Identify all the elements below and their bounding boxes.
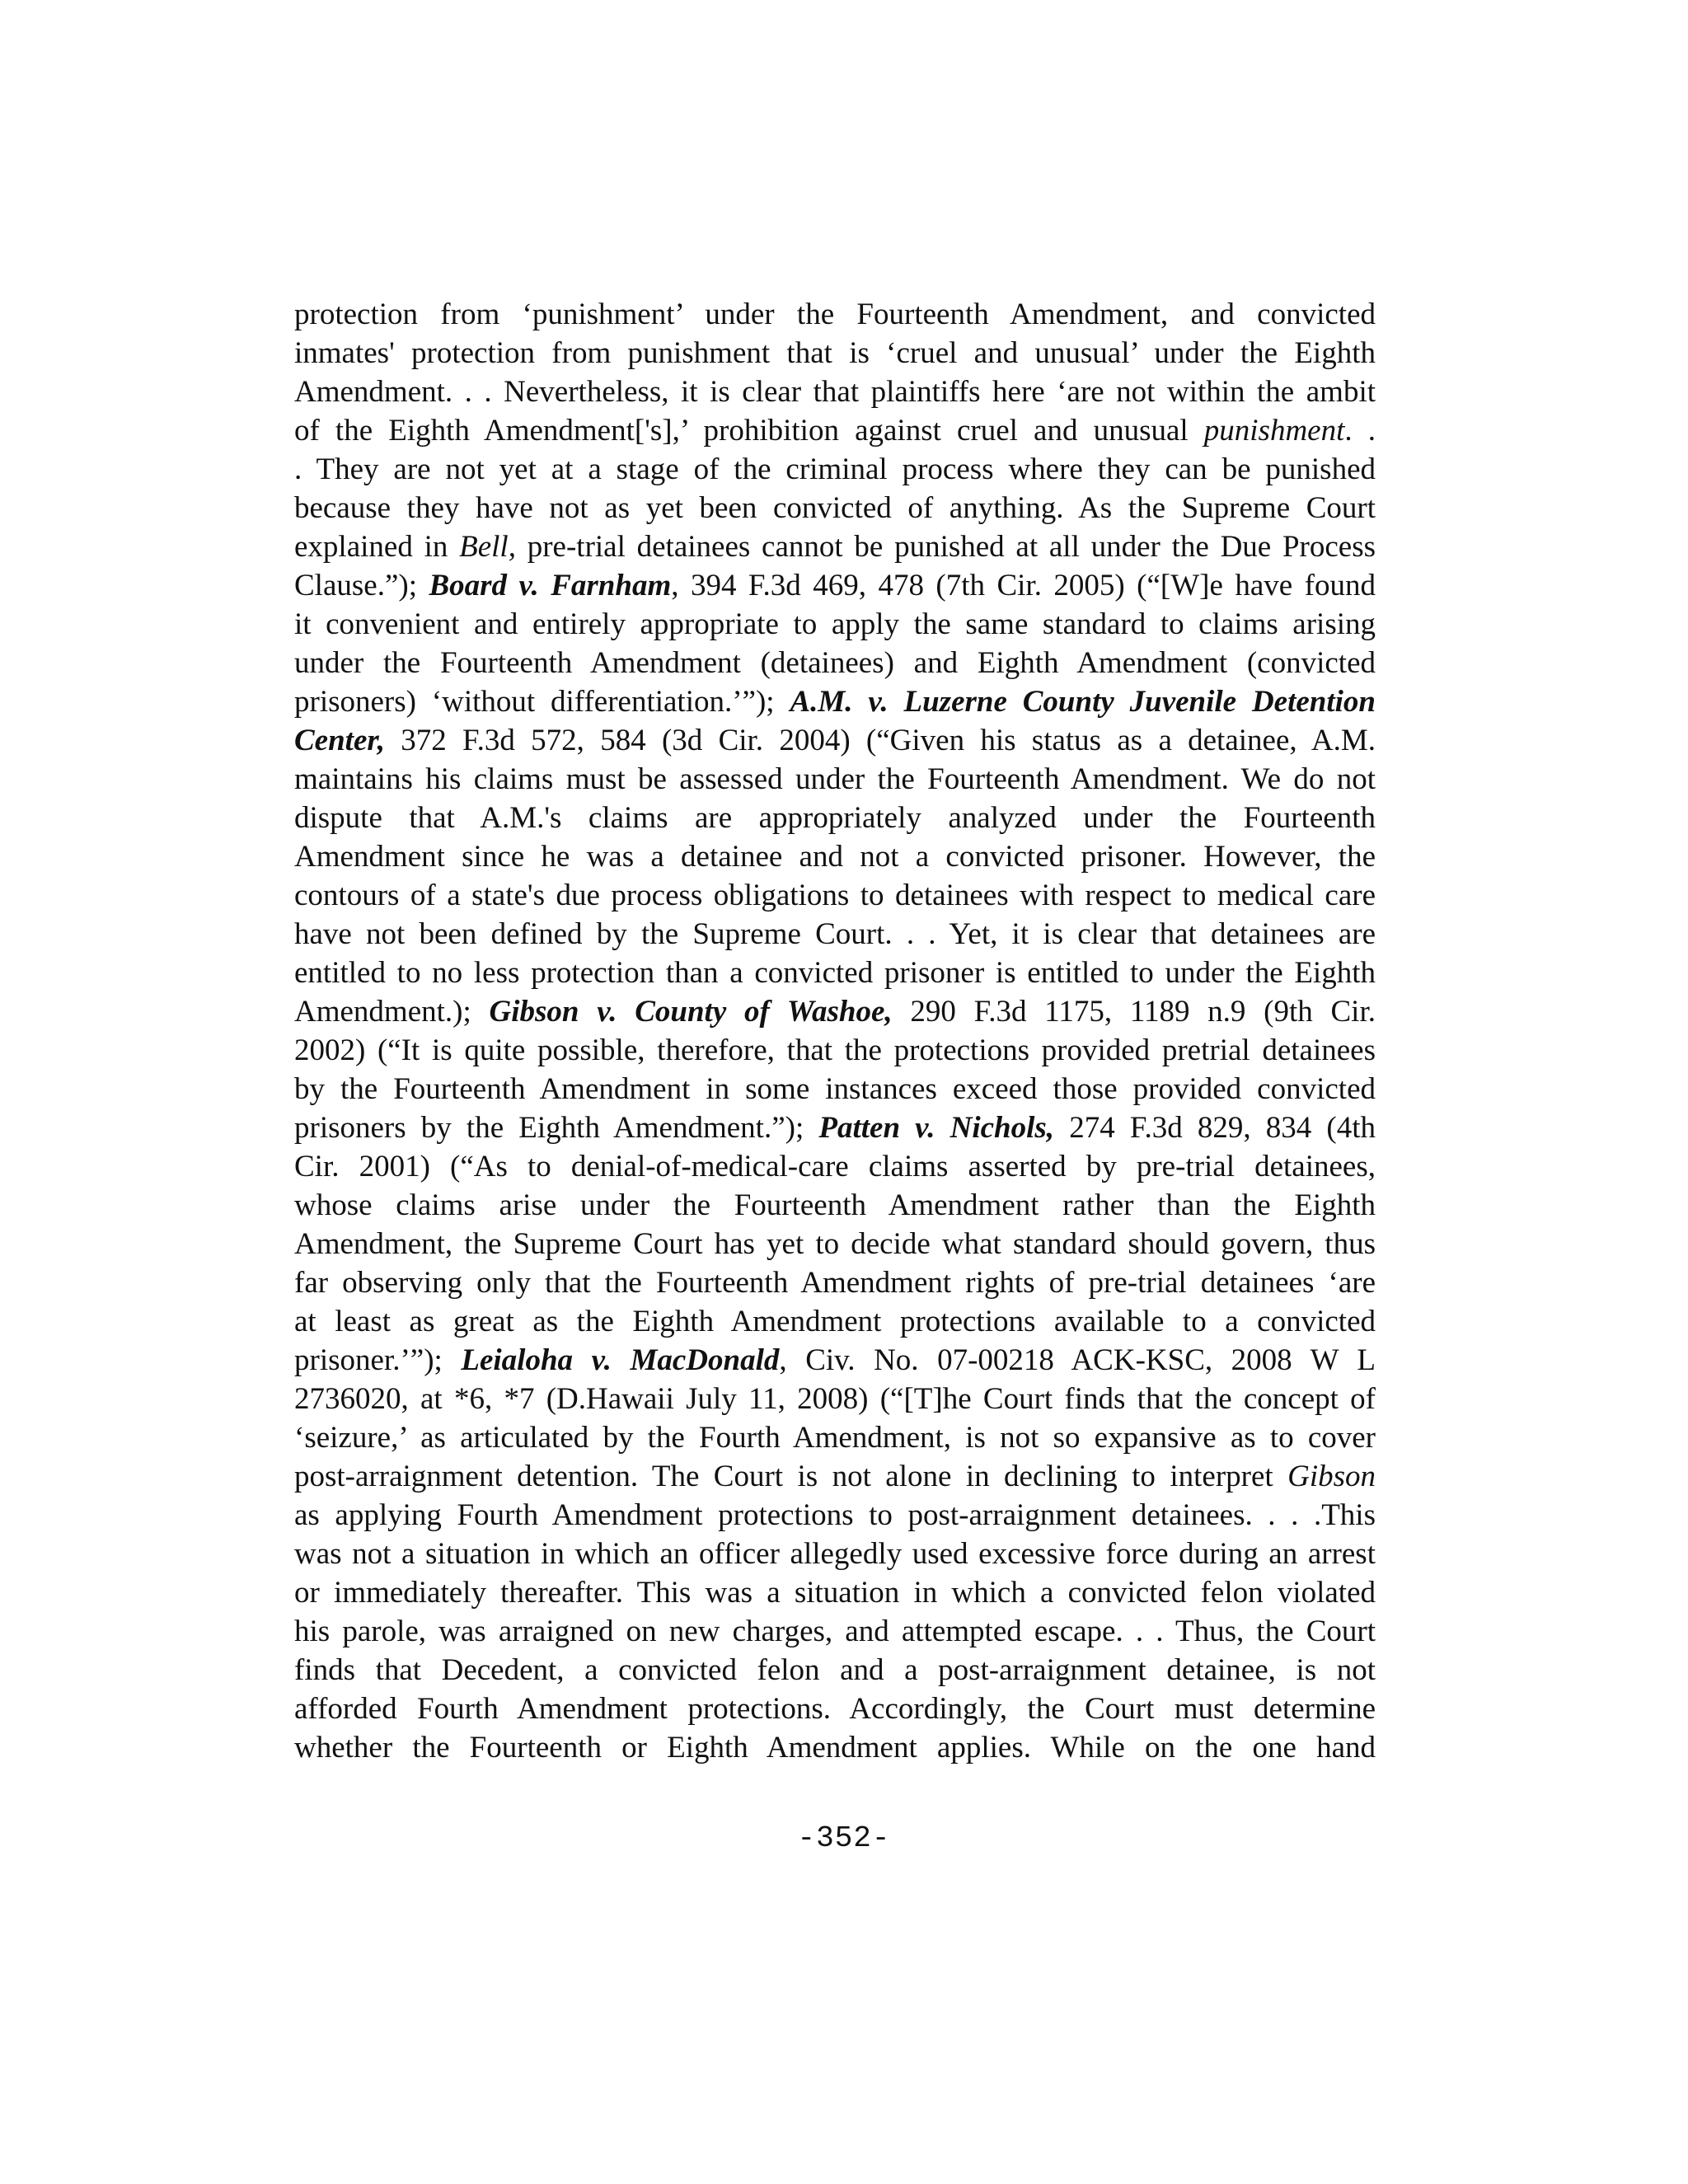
text-segment: afforded Fourth Amendment protections. Accordingly, the Court must determine <box>294 1692 1376 1726</box>
text-segment: dispute that A.M.'s claims are appropriately analyzed under the Fourteenth <box>294 801 1376 835</box>
text-line <box>294 992 1376 1031</box>
text-line <box>294 915 1376 954</box>
text-segment: Amendment since he was a detainee and not a convicted prisoner. However, the <box>294 840 1376 874</box>
text-segment: by the Fourteenth Amendment in some instances exceed those provided convicted <box>294 1072 1376 1106</box>
text-segment: it convenient and entirely appropriate to apply the same standard to claims arising <box>294 607 1376 641</box>
case-citation: Board v. Farnham <box>429 569 672 602</box>
text-segment: or immediately thereafter. This was a situation in which a convicted felon violated <box>294 1576 1376 1610</box>
text-segment: 2002) (“It is quite possible, therefore, that the protections provided pretrial detainees <box>294 1033 1376 1067</box>
text-segment: . They are not yet at a stage of the criminal process where they can be punished <box>294 452 1376 486</box>
text-line <box>294 411 1376 450</box>
italic-text: Gibson <box>1287 1460 1376 1493</box>
text-segment: Amendment, the Supreme Court has yet to decide what standard should govern, thus <box>294 1227 1376 1261</box>
text-line <box>294 682 1376 721</box>
text-line <box>294 876 1376 915</box>
text-line <box>294 373 1376 411</box>
case-citation: Gibson v. County of Washoe, <box>489 995 893 1029</box>
text-line <box>294 1612 1376 1651</box>
text-segment: Amendment.); <box>294 995 490 1029</box>
text-line <box>294 1728 1376 1767</box>
text-line <box>294 1418 1376 1457</box>
text-segment: , 394 F.3d 469, 478 (7th Cir. 2005) (“[W]e have found <box>671 569 1376 602</box>
text-line <box>294 1457 1376 1496</box>
text-segment: contours of a state's due process obligations to detainees with respect to medical care <box>294 879 1376 912</box>
text-line <box>294 334 1376 373</box>
text-line <box>294 1573 1376 1612</box>
text-segment: prisoners by the Eighth Amendment.”); <box>294 1111 819 1145</box>
text-line <box>294 566 1376 605</box>
text-line <box>294 1108 1376 1147</box>
text-line <box>294 450 1376 489</box>
text-segment: prisoners) ‘without differentiation.’”); <box>294 685 790 719</box>
text-line <box>294 1690 1376 1728</box>
text-segment: Cir. 2001) (“As to denial-of-medical-care claims asserted by pre-trial detainees, <box>294 1150 1376 1183</box>
text-segment: 372 F.3d 572, 584 (3d Cir. 2004) (“Given his status as a detainee, A.M. <box>385 724 1376 757</box>
text-segment: ‘seizure,’ as articulated by the Fourth Amendment, is not so expansive as to cover <box>294 1421 1376 1455</box>
text-segment: finds that Decedent, a convicted felon and a post-arraignment detainee, is not <box>294 1653 1376 1687</box>
text-line <box>294 605 1376 644</box>
case-citation: Patten v. Nichols, <box>818 1111 1055 1145</box>
text-line <box>294 760 1376 799</box>
case-citation: Center, <box>294 724 385 757</box>
text-segment: pre-trial detainees cannot be punished at all under the Due Process <box>515 530 1376 564</box>
page-number: -352- <box>797 1821 891 1855</box>
text-line <box>294 489 1376 527</box>
text-line <box>294 1341 1376 1380</box>
text-segment: . . <box>1344 414 1376 448</box>
text-segment: whose claims arise under the Fourteenth Amendment rather than the Eighth <box>294 1188 1376 1222</box>
text-line <box>294 837 1376 876</box>
text-segment: explained in <box>294 530 460 564</box>
text-segment: post-arraignment detention. The Court is not alone in declining to interpret <box>294 1460 1288 1493</box>
text-segment: was not a situation in which an officer allegedly used excessive force during an arrest <box>294 1537 1376 1571</box>
text-line <box>294 527 1376 566</box>
text-segment: maintains his claims must be assessed under the Fourteenth Amendment. We do not <box>294 762 1376 796</box>
text-line <box>294 1031 1376 1070</box>
text-segment: inmates' protection from punishment that is ‘cruel and unusual’ under the Eighth <box>294 336 1376 370</box>
text-segment: , Civ. No. 07-00218 ACK-KSC, 2008 W L <box>779 1343 1376 1377</box>
text-line <box>294 799 1376 837</box>
text-line <box>294 1186 1376 1225</box>
text-line <box>294 1070 1376 1108</box>
case-citation: A.M. v. Luzerne County Juvenile Detention <box>790 685 1376 719</box>
text-segment: protection from ‘punishment’ under the Fourteenth Amendment, and convicted <box>294 298 1376 331</box>
text-line <box>294 1651 1376 1690</box>
text-segment: have not been defined by the Supreme Court. . . Yet, it is clear that detainees are <box>294 917 1376 951</box>
text-line <box>294 1535 1376 1573</box>
text-line <box>294 721 1376 760</box>
case-citation: Leialoha v. MacDonald <box>461 1343 780 1377</box>
text-segment: Clause.”); <box>294 569 429 602</box>
text-line <box>294 1302 1376 1341</box>
text-segment: 290 F.3d 1175, 1189 n.9 (9th Cir. <box>892 995 1376 1029</box>
text-line <box>294 1496 1376 1535</box>
italic-text: Bell, <box>459 530 516 564</box>
text-segment: of the Eighth Amendment['s],’ prohibition against cruel and unusual <box>294 414 1204 448</box>
text-line <box>294 1263 1376 1302</box>
text-segment: far observing only that the Fourteenth Amendment rights of pre-trial detainees ‘are <box>294 1266 1376 1300</box>
text-segment: prisoner.’”); <box>294 1343 462 1377</box>
italic-text: punishment <box>1203 414 1345 448</box>
text-segment: because they have not as yet been convicted of anything. As the Supreme Court <box>294 491 1376 525</box>
text-segment: entitled to no less protection than a convicted prisoner is entitled to under the Eighth <box>294 956 1376 990</box>
text-line <box>294 295 1376 334</box>
text-line <box>294 1380 1376 1418</box>
text-segment: 274 F.3d 829, 834 (4th <box>1054 1111 1376 1145</box>
text-segment: whether the Fourteenth or Eighth Amendment applies. While on the one hand <box>294 1731 1376 1765</box>
text-line <box>294 954 1376 992</box>
text-line <box>294 1225 1376 1263</box>
text-segment: as applying Fourth Amendment protections to post-arraignment detainees. . . .This <box>294 1498 1376 1532</box>
text-line <box>294 1147 1376 1186</box>
text-segment: Amendment. . . Nevertheless, it is clear that plaintiffs here ‘are not within the ambit <box>294 375 1376 409</box>
text-line <box>294 644 1376 682</box>
text-segment: his parole, was arraigned on new charges, and attempted escape. . . Thus, the Court <box>294 1615 1376 1648</box>
text-segment: at least as great as the Eighth Amendment protections available to a convicted <box>294 1305 1376 1338</box>
body-text <box>294 295 1376 1790</box>
text-segment: 2736020, at *6, *7 (D.Hawaii July 11, 2008) (“[T]he Court finds that the concept of <box>294 1382 1376 1416</box>
text-segment: under the Fourteenth Amendment (detainees) and Eighth Amendment (convicted <box>294 646 1376 680</box>
